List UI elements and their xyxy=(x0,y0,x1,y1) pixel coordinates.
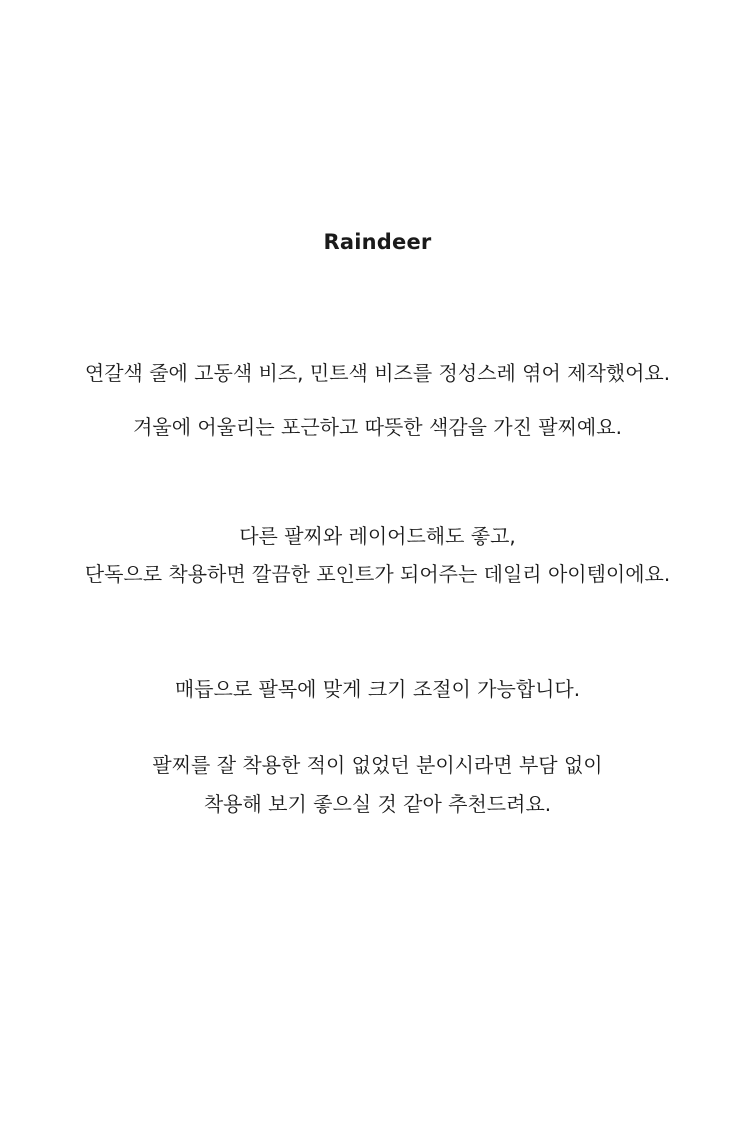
description-line: 다른 팔찌와 레이어드해도 좋고, xyxy=(239,524,516,548)
description-line: 착용해 보기 좋으실 것 같아 추천드려요. xyxy=(203,792,552,816)
description-line: 연갈색 줄에 고동색 비즈, 민트색 비즈를 정성스레 엮어 제작했어요. xyxy=(84,361,671,385)
description-line: 매듭으로 팔목에 맞게 크기 조절이 가능합니다. xyxy=(174,677,581,701)
product-title: Raindeer xyxy=(323,230,432,254)
description-line: 단독으로 착용하면 깔끔한 포인트가 되어주는 데일리 아이템이에요. xyxy=(84,562,671,586)
description-line: 겨울에 어울리는 포근하고 따뜻한 색감을 가진 팔찌예요. xyxy=(133,415,622,439)
description-line: 팔찌를 잘 착용한 적이 없었던 분이시라면 부담 없이 xyxy=(152,753,603,777)
